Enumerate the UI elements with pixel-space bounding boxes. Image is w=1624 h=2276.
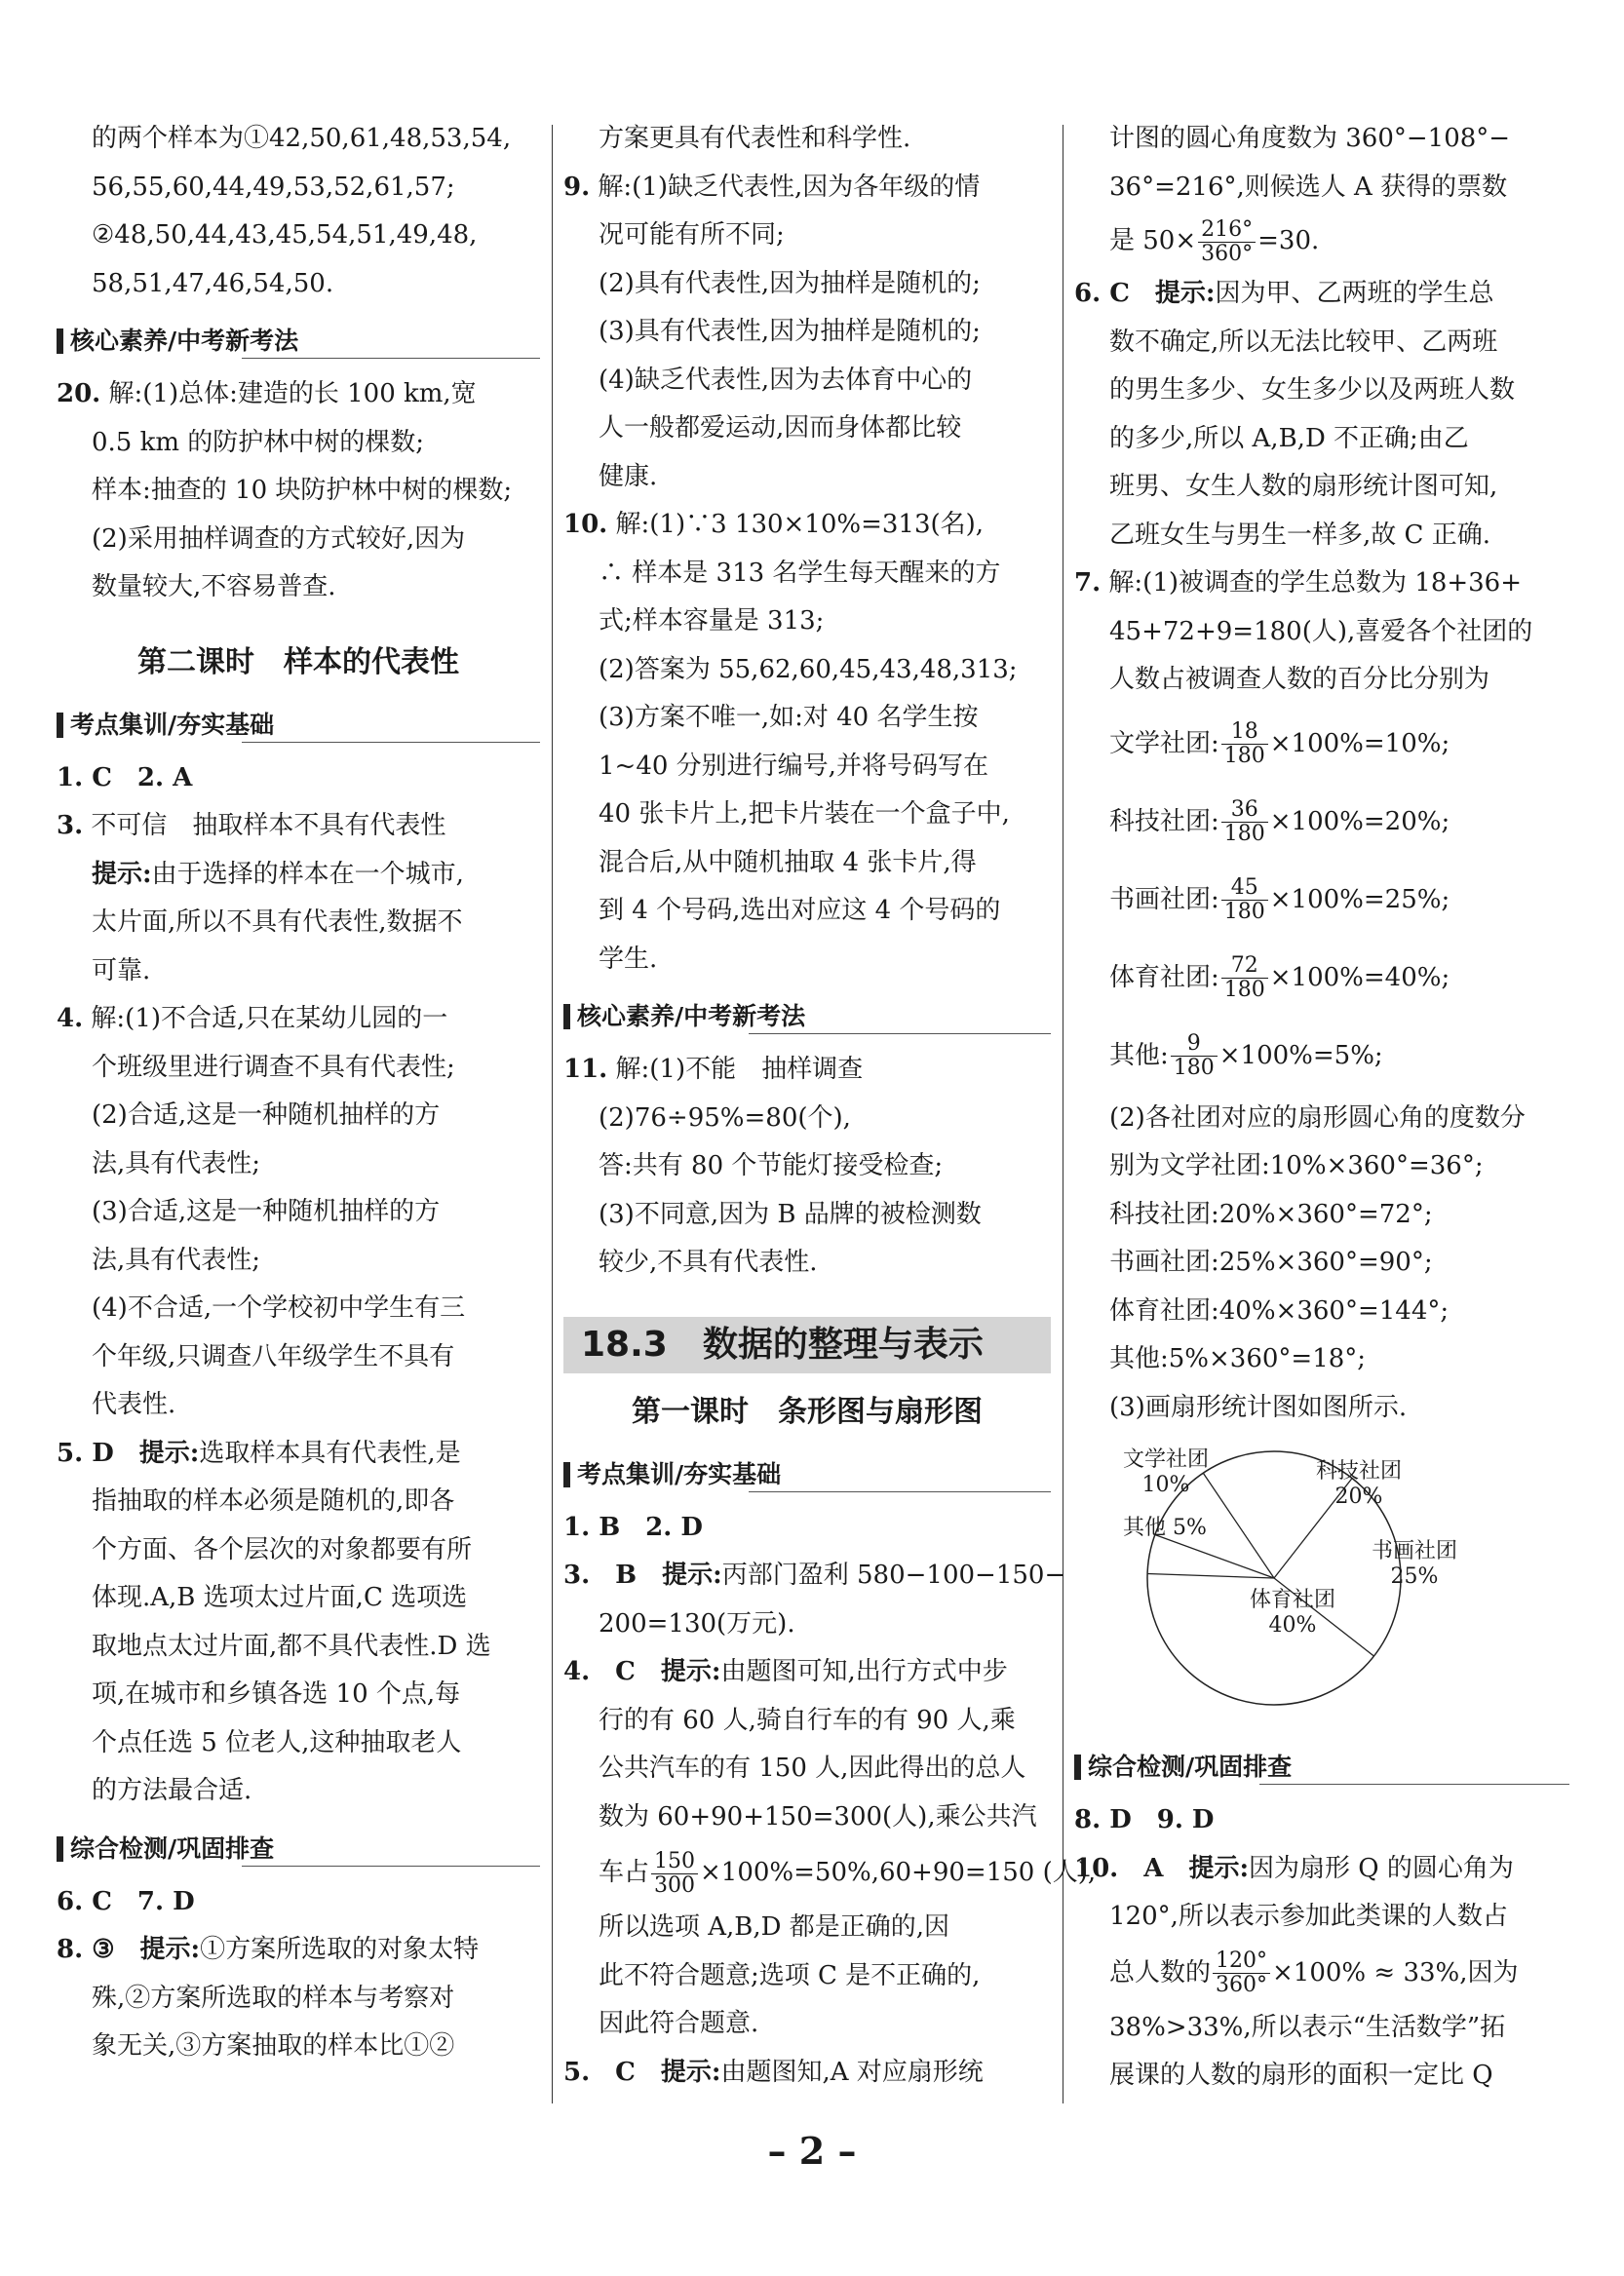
question-7 <box>1074 559 1569 608</box>
slice-keji-edge <box>1203 1473 1274 1578</box>
lesson-title: 第一课时 条形图与扇形图 <box>632 1394 983 1429</box>
text-line: (4)缺乏代表性,因为去体育中心的 <box>599 365 973 395</box>
text-line: ∴ 样本是 313 名学生每天醒来的方 <box>599 558 1001 588</box>
numerator: 18 <box>1221 720 1268 745</box>
text-line: 45+72+9=180(人),喜爱各个社团的 <box>1109 616 1533 646</box>
text-line: 科技社团:20%×360°=72°; <box>1109 1199 1433 1229</box>
fraction-suffix: ×100%=25%; <box>1269 884 1450 914</box>
hint-text: 由题图知,A 对应扇形统 <box>720 2057 984 2087</box>
text-line: 学生. <box>599 944 658 974</box>
section-heading: 综合检测/巩固排查 <box>1074 1752 1569 1783</box>
hint-line <box>57 851 540 900</box>
numerator: 9 <box>1171 1032 1218 1057</box>
hint-label: 提示: <box>139 1935 201 1964</box>
question-3 <box>563 1552 1066 1601</box>
fraction-line <box>1074 212 1569 270</box>
hint-text: 丙部门盈利 580−100−150− <box>721 1561 1066 1590</box>
text-line: 的多少,所以 A,B,D 不正确;由乙 <box>1109 423 1469 453</box>
question-4 <box>57 995 540 1044</box>
question-number: 7. <box>1074 568 1102 598</box>
fraction-prefix: 是 50× <box>1109 226 1197 255</box>
fraction <box>1221 798 1268 846</box>
answer-line: 8. D 9. D <box>1074 1805 1215 1834</box>
denominator: 180 <box>1223 822 1265 846</box>
column-3 <box>1074 115 1569 2101</box>
question-8 <box>57 1926 540 1975</box>
denominator: 180 <box>1223 900 1265 924</box>
question-number: 10. A <box>1074 1853 1164 1883</box>
pie-label-name: 其他 <box>1123 1516 1167 1540</box>
section-heading: 综合检测/巩固排查 <box>57 1833 540 1865</box>
answer-text: 解:(1)缺乏代表性,因为各年级的情 <box>598 172 981 202</box>
pie-label-value: 40% <box>1268 1613 1317 1638</box>
denominator: 180 <box>1173 1056 1215 1080</box>
text-line: (3)画扇形统计图如图所示. <box>1109 1392 1408 1422</box>
fraction <box>1221 954 1268 1002</box>
fraction-suffix: ×100% ≈ 33%,因为 <box>1272 1957 1519 1987</box>
text-line: (3)合适,这是一种随机抽样的方 <box>92 1197 441 1226</box>
denominator: 180 <box>1223 744 1265 768</box>
pie-label-shuhua <box>1372 1539 1457 1590</box>
text-line: 个方面、各个层次的对象都要有所 <box>92 1534 473 1564</box>
question-6 <box>1074 270 1569 319</box>
fraction-line <box>1074 783 1569 861</box>
text-line: ②48,50,44,43,45,54,51,49,48, <box>92 220 478 250</box>
pie-label-value: 5% <box>1173 1516 1207 1540</box>
pie-label-name: 科技社团 <box>1316 1459 1403 1484</box>
answer-line: 6. C 7. D <box>57 1886 195 1916</box>
text-line: 书画社团:25%×360°=90°; <box>1109 1248 1433 1277</box>
text-line: 公共汽车的有 150 人,因此得出的总人 <box>599 1754 1026 1783</box>
text-line: (3)不同意,因为 B 品牌的被检测数 <box>599 1199 982 1229</box>
fraction-line <box>1074 705 1569 783</box>
fraction <box>651 1850 698 1898</box>
numerator: 72 <box>1221 954 1268 979</box>
text-line: 混合后,从中随机抽取 4 张卡片,得 <box>599 847 977 877</box>
question-number: 8. ③ <box>57 1935 115 1964</box>
question-10 <box>563 501 1051 550</box>
text-line: 所以选项 A,B,D 都是正确的,因 <box>599 1912 950 1942</box>
text-line: 的两个样本为①42,50,61,48,53,54, <box>92 124 512 153</box>
text-line: 式;样本容量是 313; <box>599 606 825 636</box>
fraction-prefix: 体育社团: <box>1109 962 1219 992</box>
question-number: 6. C <box>1074 279 1130 308</box>
pie-label-qita <box>1123 1516 1207 1541</box>
hint-text: 因为甲、乙两班的学生总 <box>1215 279 1494 308</box>
text-line: 体现.A,B 选项太过片面,C 选项选 <box>92 1583 468 1612</box>
fraction-line <box>1074 939 1569 1017</box>
text-line: 样本:抽查的 10 块防护林中树的棵数; <box>92 476 513 505</box>
fraction <box>1213 1949 1270 1997</box>
text-line: 乙班女生与男生一样多,故 C 正确. <box>1109 520 1490 550</box>
fraction-line <box>1074 861 1569 939</box>
text-line: 58,51,47,46,54,50. <box>92 268 334 298</box>
fraction-prefix: 书画社团: <box>1109 884 1219 914</box>
text-line: 展课的人数的扇形的面积一定比 Q <box>1109 2061 1493 2090</box>
denominator: 360° <box>1216 1973 1268 1997</box>
text-line: (2)答案为 55,62,60,45,43,48,313; <box>599 654 1018 684</box>
pie-label-value: 20% <box>1334 1485 1383 1509</box>
answer-line: 1. C 2. A <box>57 762 193 792</box>
fraction <box>1221 720 1268 768</box>
text-line: 个班级里进行调查不具有代表性; <box>92 1052 455 1082</box>
question-3 <box>57 802 540 851</box>
hint-text: 由题图可知,出行方式中步 <box>720 1657 1008 1686</box>
fraction-line <box>1074 1017 1569 1095</box>
question-number: 3. <box>57 811 84 840</box>
text-line: 代表性. <box>92 1390 176 1419</box>
column-2 <box>563 115 1097 2097</box>
pie-label-keji <box>1316 1459 1402 1510</box>
text-line: 0.5 km 的防护林中树的棵数; <box>92 427 425 457</box>
text-line: (3)具有代表性,因为抽样是随机的; <box>599 317 981 346</box>
slice-qita-edge <box>1147 1574 1274 1579</box>
text-line: 的方法最合适. <box>92 1776 252 1805</box>
fraction-suffix: ×100%=20%; <box>1269 806 1450 836</box>
text-line: 数为 60+90+150=300(人),乘公共汽 <box>599 1801 1037 1832</box>
numerator: 216° <box>1198 218 1256 243</box>
text-line: 计图的圆心角度数为 360°−108°− <box>1109 124 1511 153</box>
question-number: 4. C <box>563 1657 636 1686</box>
question-number: 11. <box>563 1055 608 1084</box>
pie-label-value: 25% <box>1390 1564 1439 1589</box>
pie-label-wenxue <box>1123 1447 1209 1498</box>
question-4 <box>563 1648 1051 1697</box>
fraction <box>1198 218 1256 266</box>
hint-label: 提示: <box>1188 1853 1250 1883</box>
hint-label: 提示: <box>1154 279 1216 308</box>
numerator: 45 <box>1221 876 1268 901</box>
question-10 <box>1074 1845 1569 1894</box>
text-line: (2)采用抽样调查的方式较好,因为 <box>92 523 466 554</box>
answer-text: 解:(1)不合适,只在某幼儿园的一 <box>91 1004 448 1033</box>
text-line: 56,55,60,44,49,53,52,61,57; <box>92 172 455 202</box>
text-line: 38%>33%,所以表示“生活数学”拓 <box>1109 2012 1506 2042</box>
pie-label-value: 10% <box>1141 1473 1190 1497</box>
answer-text: 解:(1)∵3 130×10%=313(名), <box>615 510 985 539</box>
denominator: 300 <box>654 1872 696 1898</box>
answer-text: 解:(1)被调查的学生总数为 18+36+ <box>1108 568 1523 598</box>
question-number: 5. C <box>563 2057 636 2087</box>
hint-text: 因为扇形 Q 的圆心角为 <box>1249 1853 1514 1883</box>
fraction-line <box>563 1841 1097 1904</box>
question-number: 5. D <box>57 1438 114 1468</box>
fraction-suffix: =30. <box>1257 226 1320 255</box>
fraction-suffix: ×100%=5%; <box>1218 1040 1383 1070</box>
text-line: 36°=216°,则候选人 A 获得的票数 <box>1109 172 1508 202</box>
text-line: 其他:5%×360°=18°; <box>1109 1344 1367 1373</box>
hint-text: 由于选择的样本在一个城市, <box>151 859 464 889</box>
section-heading: 核心素养/中考新考法 <box>57 326 540 357</box>
section-heading: 考点集训/夯实基础 <box>563 1459 1051 1490</box>
fraction-suffix: ×100%=50%,60+90=150 (人), <box>700 1858 1097 1887</box>
answer-text: 解:(1)总体:建造的长 100 km,宽 <box>108 379 477 408</box>
question-number: 3. B <box>563 1561 638 1590</box>
text-line: 200=130(万元). <box>599 1608 795 1639</box>
column-1 <box>57 115 540 2071</box>
question-number: 4. <box>57 1004 84 1033</box>
text-line: (2)合适,这是一种随机抽样的方 <box>92 1100 441 1130</box>
text-line: 方案更具有代表性和科学性. <box>599 124 911 153</box>
answer-text: 解:(1)不能 抽样调查 <box>615 1055 864 1084</box>
denominator: 360° <box>1201 241 1254 266</box>
numerator: 36 <box>1221 798 1268 823</box>
fraction-suffix: ×100%=10%; <box>1269 728 1450 758</box>
text-line: 较少,不具有代表性. <box>599 1248 818 1277</box>
page-number: – 2 – <box>767 2129 857 2173</box>
text-line: 况可能有所不同; <box>599 220 785 250</box>
text-line: 人数占被调查人数的百分比分别为 <box>1109 665 1490 694</box>
text-line: 答:共有 80 个节能灯接受检查; <box>599 1151 944 1180</box>
text-line: 数不确定,所以无法比较甲、乙两班 <box>1109 327 1498 357</box>
text-line: (2)76÷95%=80(个), <box>599 1102 851 1133</box>
question-11 <box>563 1046 1051 1095</box>
text-line: 法,具有代表性; <box>92 1148 261 1178</box>
hint-label: 提示: <box>138 1438 200 1468</box>
hint-text: 选取样本具有代表性,是 <box>199 1438 461 1468</box>
text-line: (3)方案不唯一,如:对 40 名学生按 <box>599 703 979 732</box>
column-divider <box>552 125 553 2103</box>
text-line: 体育社团:40%×360°=144°; <box>1109 1295 1450 1326</box>
text-line: 指抽取的样本必须是随机的,即各 <box>92 1486 455 1516</box>
question-5 <box>57 1430 540 1479</box>
fraction-prefix: 其他: <box>1109 1040 1169 1070</box>
fraction-prefix: 车占 <box>599 1858 650 1887</box>
text-line: 项,在城市和乡镇各选 10 个点,每 <box>92 1679 461 1709</box>
question-number: 10. <box>563 510 608 539</box>
text-line: 别为文学社团:10%×360°=36°; <box>1109 1151 1484 1180</box>
text-line: 殊,②方案所选取的样本与考察对 <box>92 1983 455 2013</box>
fraction <box>1221 876 1268 924</box>
section-heading: 核心素养/中考新考法 <box>563 1001 1051 1032</box>
text-line: 因此符合题意. <box>599 2009 759 2038</box>
answer-line: 1. B 2. D <box>563 1512 703 1542</box>
text-line: (2)各社团对应的扇形圆心角的度数分 <box>1109 1102 1526 1133</box>
pie-label-name: 书画社团 <box>1372 1539 1458 1563</box>
hint-label: 提示: <box>92 859 152 889</box>
slice-wenxue-edge <box>1155 1535 1274 1579</box>
chapter-banner: 18.3 数据的整理与表示 <box>563 1317 1051 1373</box>
text-line: 数量较大,不容易普查. <box>92 572 336 601</box>
question-9 <box>563 164 1051 212</box>
fraction-prefix: 文学社团: <box>1109 728 1219 758</box>
pie-label-name: 文学社团 <box>1123 1447 1210 1472</box>
answer-text: 不可信 抽取样本不具有代表性 <box>91 811 446 840</box>
question-number: 9. <box>563 172 591 202</box>
text-line: 法,具有代表性; <box>92 1245 261 1275</box>
pie-label-tiyu <box>1250 1588 1335 1639</box>
text-line: 个点任选 5 位老人,这种抽取老人 <box>92 1727 462 1757</box>
question-5 <box>563 2049 1051 2098</box>
text-line: 个年级,只调查八年级学生不具有 <box>92 1341 455 1371</box>
pie-label-name: 体育社团 <box>1250 1588 1336 1612</box>
hint-label: 提示: <box>660 1657 721 1686</box>
text-line: 的男生多少、女生多少以及两班人数 <box>1109 375 1516 405</box>
hint-label: 提示: <box>662 1561 722 1590</box>
numerator: 150 <box>651 1850 698 1874</box>
hint-text: ①方案所选取的对象太特 <box>200 1935 480 1964</box>
question-number: 20. <box>57 379 101 408</box>
text-line: 120°,所以表示参加此类课的人数占 <box>1109 1902 1508 1931</box>
fraction-line <box>1074 1942 1569 2004</box>
text-line: 取地点太过片面,都不具代表性.D 选 <box>92 1631 491 1661</box>
question-20 <box>57 370 540 419</box>
pie-chart <box>1074 1442 1569 1734</box>
text-line: 象无关,③方案抽取的样本比①② <box>92 2031 455 2061</box>
hint-label: 提示: <box>660 2057 721 2087</box>
text-line: 可靠. <box>92 955 151 985</box>
section-heading: 考点集训/夯实基础 <box>57 710 540 741</box>
text-line: 到 4 个号码,选出对应这 4 个号码的 <box>599 896 1001 925</box>
fraction-prefix: 总人数的 <box>1109 1957 1212 1987</box>
fraction-suffix: ×100%=40%; <box>1269 962 1450 992</box>
fraction <box>1171 1032 1218 1080</box>
lesson-title: 第二课时 样本的代表性 <box>137 644 459 679</box>
text-line: 1~40 分别进行编号,并将号码写在 <box>599 751 988 781</box>
text-line: 班男、女生人数的扇形统计图可知, <box>1109 472 1498 501</box>
text-line: 40 张卡片上,把卡片装在一个盒子中, <box>599 799 1010 829</box>
denominator: 180 <box>1223 978 1265 1002</box>
text-line: 行的有 60 人,骑自行车的有 90 人,乘 <box>599 1705 1016 1735</box>
text-line: (2)具有代表性,因为抽样是随机的; <box>599 268 981 298</box>
text-line: 健康. <box>599 461 658 491</box>
text-line: 人一般都爱运动,因而身体都比较 <box>599 413 962 443</box>
numerator: 120° <box>1213 1949 1270 1974</box>
fraction-prefix: 科技社团: <box>1109 806 1219 836</box>
text-line: (4)不合适,一个学校初中学生有三 <box>92 1293 466 1323</box>
text-line: 此不符合题意;选项 C 是不正确的, <box>599 1960 981 1990</box>
text-line: 太片面,所以不具有代表性,数据不 <box>92 907 463 937</box>
